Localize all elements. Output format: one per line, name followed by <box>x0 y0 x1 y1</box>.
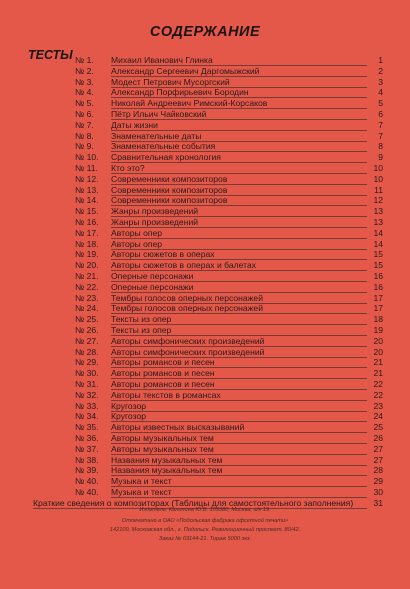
toc-entry-page: 29 <box>373 476 383 487</box>
toc-entry <box>0 217 410 228</box>
toc-entry-number: № 18. <box>75 238 99 249</box>
toc-entry-page: 9 <box>378 152 383 163</box>
toc-entry-page: 19 <box>373 325 383 335</box>
toc-entry-number: № 35. <box>75 422 99 433</box>
toc-entry-number: № 19. <box>75 249 99 260</box>
toc-entry-label: Авторы текстов в романсах <box>111 389 221 400</box>
toc-entry-label: Тембры голосов оперных персонажей <box>111 292 264 303</box>
toc-entry-number: № 21. <box>75 271 99 281</box>
toc-entry <box>0 174 410 185</box>
toc-entry-page: 18 <box>373 314 383 325</box>
toc-entry-label: Тексты из опер <box>111 314 172 325</box>
toc-entry-number: № 25. <box>75 314 99 325</box>
toc-entry-page: 21 <box>373 357 383 368</box>
toc-entry-number: № 2. <box>75 65 94 76</box>
toc-entry <box>0 87 410 98</box>
toc-entry-label: Авторы музыкальных тем <box>111 443 214 454</box>
toc-entry-label: Авторы музыкальных тем <box>111 433 214 443</box>
toc-entry <box>0 455 410 466</box>
imprint-line: Заказ № 03144-21. Тираж 5000 экз. <box>158 536 252 542</box>
toc-entry <box>0 141 410 152</box>
toc-entry-number: № 34. <box>75 411 99 422</box>
toc-entry <box>0 109 410 120</box>
toc-entry <box>0 163 410 174</box>
toc-entry-number: № 27. <box>75 335 99 346</box>
toc-entry <box>0 433 410 444</box>
toc-entry-number: № 23. <box>75 292 99 303</box>
toc-entry-label: Знаменательные события <box>111 141 216 152</box>
toc-entry-number: № 16. <box>75 217 99 227</box>
toc-entry-label: Сравнительная хронология <box>111 152 221 163</box>
toc-entry-number: № 30. <box>75 368 99 379</box>
toc-entry-number: № 24. <box>75 303 99 314</box>
toc-entry-page: 23 <box>373 400 383 411</box>
toc-entry <box>0 422 410 433</box>
toc-entry-number: № 3. <box>75 76 94 87</box>
toc-entry <box>0 120 410 131</box>
toc-entry-label: Авторы симфонических произведений <box>111 346 265 357</box>
toc-entry-label: Авторы известных высказываний <box>111 422 245 433</box>
toc-entry-label: Названия музыкальных тем <box>111 454 223 465</box>
toc-entry-label: Авторы романсов и песен <box>111 379 215 389</box>
toc-entry-page: 6 <box>378 109 383 119</box>
section-label: ТЕСТЫ <box>28 48 73 62</box>
toc-entry <box>0 411 410 422</box>
toc-entry <box>0 336 410 347</box>
toc-entry-label: Авторы сюжетов в операх <box>111 249 215 260</box>
toc-entry-label: Николай Андреевич Римский-Корсаков <box>111 98 268 109</box>
toc-entry-label: Авторы опер <box>111 227 163 238</box>
toc-entry <box>0 357 410 368</box>
toc-entry-number: № 5. <box>75 98 94 109</box>
toc-entry-page: 7 <box>378 130 383 141</box>
toc-entry-page: 16 <box>373 281 383 292</box>
imprint-line: Отпечатано в ОАО «Подольская фабрика офсетной печати» <box>121 518 289 524</box>
toc-entry-label: Тембры голосов оперных персонажей <box>111 303 264 314</box>
toc-entry-number: № 32. <box>75 389 99 400</box>
toc-entry <box>0 487 410 498</box>
toc-entry-number: № 28. <box>75 346 99 357</box>
toc-entry <box>0 271 410 282</box>
toc-entry-page: 20 <box>373 335 383 346</box>
toc-entry-label: Жанры произведений <box>111 206 199 217</box>
toc-entry-number: № 17. <box>75 227 99 238</box>
toc-entry <box>0 66 410 77</box>
toc-entry-page: 30 <box>373 487 383 497</box>
toc-entry-number: № 39. <box>75 465 99 476</box>
toc-entry <box>0 293 410 304</box>
toc-entry-number: № 26. <box>75 325 99 335</box>
toc-entry-label: Музыка и текст <box>111 476 172 487</box>
toc-entry-label: Авторы симфонических произведений <box>111 335 265 346</box>
toc-entry-page: 14 <box>373 238 383 249</box>
toc-entry-page: 16 <box>373 271 383 281</box>
toc-entry-label: Жанры произведений <box>111 217 199 227</box>
toc-entry-page: 26 <box>373 433 383 443</box>
toc-entry-number: № 9. <box>75 141 94 152</box>
toc-entry-page: 15 <box>373 260 383 271</box>
toc-entry-page: 13 <box>373 206 383 217</box>
toc-entry-label: Авторы сюжетов в операх и балетах <box>111 260 257 271</box>
toc-entry-label: Знаменательные даты <box>111 130 202 141</box>
toc-entry <box>0 379 410 390</box>
toc-entry-number: № 33. <box>75 400 99 411</box>
toc-entry <box>0 152 410 163</box>
toc-entry <box>0 131 410 142</box>
toc-entry-page: 5 <box>378 98 383 109</box>
toc-entry-number: № 20. <box>75 260 99 271</box>
toc-entry <box>0 228 410 239</box>
toc-entry-label: Музыка и текст <box>111 487 172 497</box>
toc-entry-page: 22 <box>373 389 383 400</box>
toc-entry-label: Названия музыкальных тем <box>111 465 223 476</box>
toc-entry-label: Современники композиторов <box>111 184 228 195</box>
toc-entry-label: Краткие сведения о композиторах (Таблицы для самостоятельного заполнения) <box>33 498 354 509</box>
toc-entry-label: Оперные персонажи <box>111 281 194 292</box>
toc-entry-number: № 29. <box>75 357 99 368</box>
toc-entry-page: 10 <box>373 173 383 184</box>
toc-entry <box>0 98 410 109</box>
toc-entry-number: № 37. <box>75 443 99 454</box>
toc-entry <box>0 77 410 88</box>
toc-entry <box>0 401 410 412</box>
toc-entry <box>0 260 410 271</box>
toc-entry-page: 17 <box>373 303 383 314</box>
toc-entry-page: 21 <box>373 368 383 379</box>
toc-entry-number: № 15. <box>75 206 99 217</box>
toc-entry <box>0 195 410 206</box>
toc-entry-number: № 8. <box>75 130 94 141</box>
toc-entry <box>0 347 410 358</box>
toc-entry-number: № 36. <box>75 433 99 443</box>
toc-entry-page: 2 <box>378 65 383 76</box>
toc-entry-label: Михаил Иванович Глинка <box>111 55 213 65</box>
toc-entry-label: Авторы романсов и песен <box>111 357 215 368</box>
toc-entry-label: Кто это? <box>111 163 145 173</box>
toc-entry-page: 25 <box>373 422 383 433</box>
toc-entry-label: Оперные персонажи <box>111 271 194 281</box>
imprint-line: Издатель: Калинина Ю.В. 109380, Москва, а/я 19. <box>139 507 271 513</box>
toc-entry <box>0 206 410 217</box>
toc-entry-number: № 1. <box>75 55 94 65</box>
toc-entry-number: № 31. <box>75 379 99 389</box>
toc-entry-label: Современники композиторов <box>111 173 228 184</box>
toc-entry-number: № 38. <box>75 454 99 465</box>
toc-entry <box>0 249 410 260</box>
toc-entry-label: Модест Петрович Мусоргский <box>111 76 230 87</box>
toc-entry-number: № 13. <box>75 184 99 195</box>
toc-entry <box>0 325 410 336</box>
toc-entry <box>0 314 410 325</box>
toc-entry <box>0 444 410 455</box>
toc-entry <box>0 465 410 476</box>
toc-entry-page: 4 <box>378 87 383 98</box>
toc-entry-label: Авторы романсов и песен <box>111 368 215 379</box>
toc-entry-number: № 11. <box>75 163 98 173</box>
toc-entry-label: Даты жизни <box>111 119 158 130</box>
toc-entry-page: 31 <box>373 498 383 509</box>
toc-entry-page: 14 <box>373 227 383 238</box>
toc-entry <box>0 303 410 314</box>
toc-entry-page: 3 <box>378 76 383 87</box>
toc-entry-number: № 40. <box>75 487 99 497</box>
toc-entry-page: 17 <box>373 292 383 303</box>
toc-entry-number: № 4. <box>75 87 94 98</box>
toc-entry-number: № 10. <box>75 152 99 163</box>
toc-entry-page: 11 <box>374 184 383 195</box>
toc-entry <box>0 476 410 487</box>
page-title: СОДЕРЖАНИЕ <box>149 24 261 40</box>
toc-entry-page: 15 <box>373 249 383 260</box>
toc-entry-page: 24 <box>373 411 383 422</box>
toc-entry <box>0 185 410 196</box>
toc-entry-number: № 12. <box>75 173 99 184</box>
toc-entry-page: 28 <box>373 465 383 476</box>
toc-entry-number: № 40. <box>75 476 99 487</box>
toc-entry-number: № 6. <box>75 109 94 119</box>
toc-entry-page: 27 <box>373 454 383 465</box>
toc-entry-page: 8 <box>378 141 383 152</box>
toc-entry-page: 20 <box>373 346 383 357</box>
toc-entry-number: № 14. <box>75 195 99 206</box>
toc-entry-page: 12 <box>373 195 383 206</box>
toc-entry <box>0 55 410 66</box>
toc-entry-page: 22 <box>373 379 383 389</box>
toc-entry-label: Александр Сергеевич Даргомыжский <box>111 65 260 76</box>
toc-entry <box>0 368 410 379</box>
toc-entry-page: 1 <box>378 55 383 65</box>
toc-entry-page: 10 <box>373 163 383 173</box>
toc-entry <box>0 282 410 293</box>
toc-entry-label: Александр Порфирьевич Бородин <box>111 87 249 98</box>
toc-entry-label: Современники композиторов <box>111 195 228 206</box>
toc-entry-label: Кругозор <box>111 400 147 411</box>
toc-entry-page: 27 <box>373 443 383 454</box>
toc-entry-label: Пётр Ильич Чайковский <box>111 109 207 119</box>
toc-entry-page: 13 <box>373 217 383 227</box>
toc-entry-page: 7 <box>378 119 383 130</box>
toc-entry-label: Тексты из опер <box>111 325 172 335</box>
toc-entry-label: Авторы опер <box>111 238 163 249</box>
toc-entry-number: № 7. <box>75 119 94 130</box>
toc-entry <box>0 390 410 401</box>
toc-entry-label: Кругозор <box>111 411 147 422</box>
toc-entry <box>0 239 410 250</box>
imprint-line: 142100, Московская обл., г. Подольск, Революционный проспект, 80/42. <box>109 527 301 533</box>
toc-entry-number: № 22. <box>75 281 99 292</box>
